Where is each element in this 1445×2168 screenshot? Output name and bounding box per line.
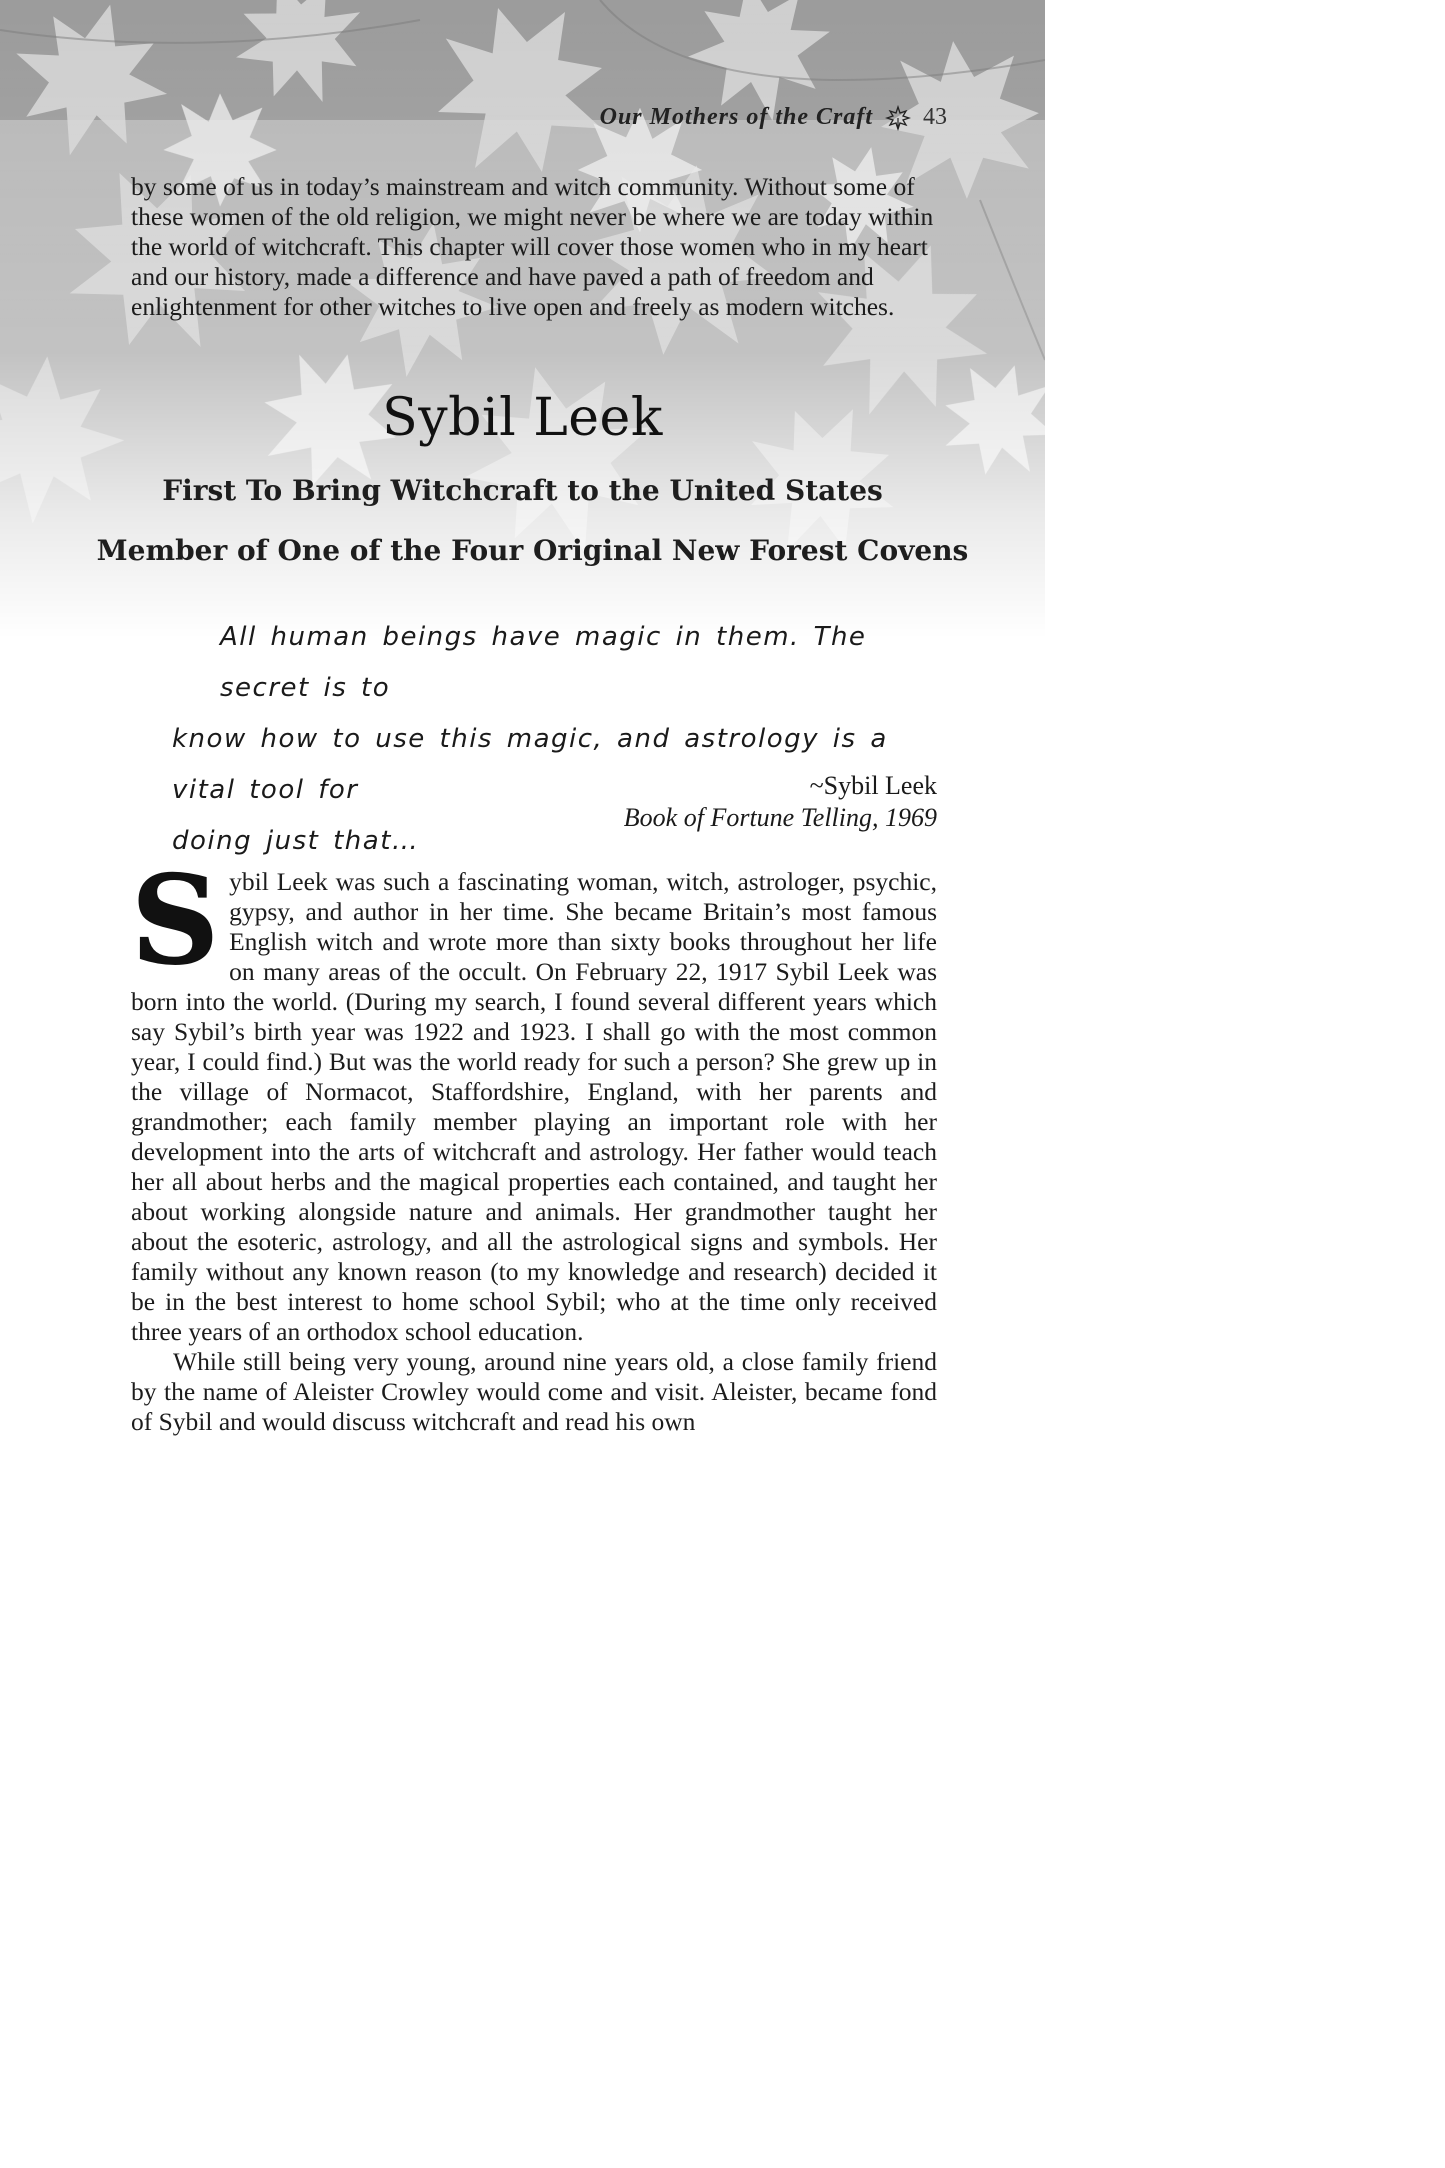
epigraph-line-3: doing just that…	[172, 826, 420, 856]
body-paragraph-1	[131, 848, 937, 1347]
running-head-title: Our Mothers of the Craft	[599, 104, 873, 130]
body-text	[131, 848, 937, 1437]
section-title: Sybil Leek	[382, 388, 663, 448]
attribution-work: Book of Fortune Telling, 1969	[623, 803, 937, 832]
epigraph-line-2: know how to use this magic, and astrology is a vital tool for	[172, 724, 888, 805]
section-subtitle-2: Member of One of the Four Original New Forest Covens	[96, 534, 969, 567]
epigraph-line-1: All human beings have magic in them. The secret is to	[220, 622, 867, 703]
epigraph-attribution	[624, 770, 937, 834]
leaf-ornament-icon	[885, 105, 911, 131]
running-head	[600, 104, 947, 131]
body-paragraph-1-text: ybil Leek was such a fascinating woman, witch, astrologer, psychic, gypsy, and author in her time. She became Britain’s most famous English witch and wrote more than sixty books throughout her life on many areas of the occult. On February 22, 1917 Sybil Leek was born into the world. (During my search, I found several different years which say Sybil’s birth year was 1922 and 1923. I shall go with the most common year, I could find.) But was the world ready for such a person? She grew up in the village of Normacot, Staffordshire, England, with her parents and grandmother; each family member playing an important role with her development into the arts of witchcraft and astrology. Her father would teach her all about herbs and the magical properties each contained, and taught her about working alongside nature and animals. Her grandmother taught her about the esoteric, astrology, and all the astrological signs and symbols. Her family without any known reason (to my knowledge and research) decided it be in the best interest to home school Sybil; who at the time only received three years of an orthodox school education.	[131, 867, 937, 1346]
section-subtitle-1: First To Bring Witchcraft to the United States	[162, 474, 883, 507]
intro-paragraph: by some of us in today’s mainstream and witch community. Without some of these women of the old religion, we might never be where we are today within the world of witchcraft. This chapter will cover those women who in my heart and our history, made a difference and have paved a path of freedom and enlightenment for other witches to live open and freely as modern witches.	[131, 172, 934, 321]
body-paragraph-2: While still being very young, around nine years old, a close family friend by the name of Aleister Crowley would come and visit. Aleister, became fond of Sybil and would discuss witchcraft and read his own	[131, 1347, 937, 1436]
attribution-author: ~Sybil Leek	[809, 771, 937, 800]
page-number: 43	[923, 104, 947, 130]
drop-cap: S	[131, 848, 220, 992]
